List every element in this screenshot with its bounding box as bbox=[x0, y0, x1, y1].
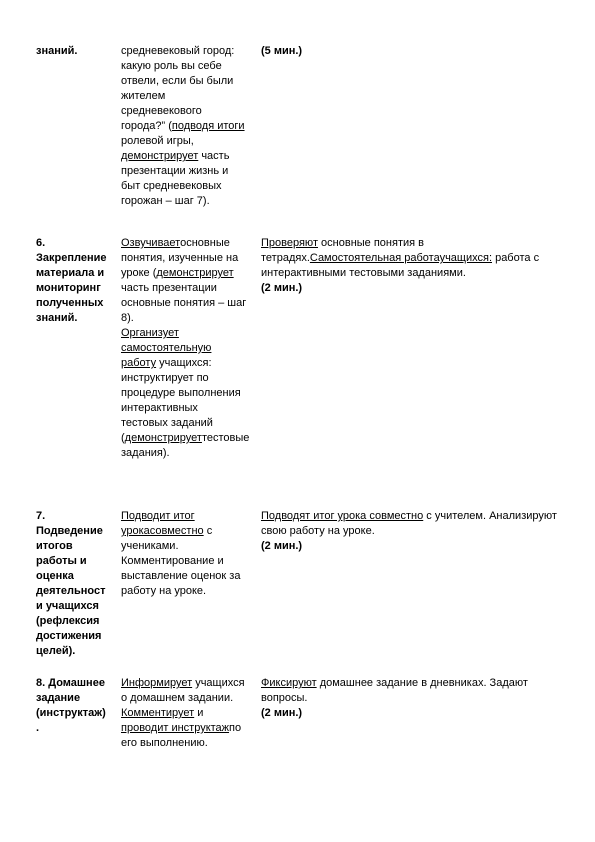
stage-line: оценка bbox=[36, 570, 74, 582]
stage-line: итогов bbox=[36, 540, 73, 552]
stage-line: и учащихся bbox=[36, 600, 99, 612]
teacher-cell-3 bbox=[121, 509, 247, 599]
student-text bbox=[261, 509, 561, 539]
stage-cell-1 bbox=[36, 44, 112, 59]
text-segment: с учителем. Анализируют свою работу на уроке. bbox=[261, 510, 557, 537]
teacher-cell-2 bbox=[121, 236, 250, 461]
student-cell-4 bbox=[261, 676, 561, 721]
stage-line: полученных bbox=[36, 297, 104, 309]
teacher-text bbox=[121, 44, 247, 209]
time-label: (2 мин.) bbox=[261, 282, 303, 294]
text-segment-underlined: демонстрирует bbox=[124, 432, 202, 444]
stage-line: задание bbox=[36, 692, 81, 704]
stage-line: работы и bbox=[36, 555, 87, 567]
stage-line: 6. bbox=[36, 237, 46, 249]
text-segment-underlined: проводит инструктаж bbox=[121, 722, 230, 734]
teacher-text bbox=[121, 676, 247, 751]
text-segment: домашнее задание в дневниках. Задают вопросы. bbox=[261, 677, 528, 704]
text-segment-underlined: Самостоятельная работаучащихся: bbox=[309, 252, 493, 264]
text-segment: ролевой игры, bbox=[121, 135, 194, 147]
stage-cell-4 bbox=[36, 676, 112, 736]
text-segment: работа с интерактивными тестовыми заданиями. bbox=[261, 252, 540, 279]
time-label: (5 мин.) bbox=[261, 45, 303, 57]
stage-line: целей). bbox=[36, 645, 76, 657]
text-segment: часть презентации жизнь и быт средневековых горожан – шаг 7). bbox=[121, 150, 230, 207]
student-cell-3 bbox=[261, 509, 561, 554]
text-segment: учащихся о домашнем задании. bbox=[121, 677, 245, 704]
teacher-text bbox=[121, 236, 247, 326]
text-segment-underlined: Озвучивает bbox=[121, 237, 181, 249]
text-segment: тестовые задания). bbox=[121, 432, 250, 459]
text-segment-underlined: демонстрирует bbox=[156, 267, 234, 279]
text-segment-underlined: Организует самостоятельную работу bbox=[121, 327, 212, 369]
stage-line: 8. Домашнее bbox=[36, 677, 105, 689]
stage-line: (инструктаж) bbox=[36, 707, 106, 719]
teacher-cell-4 bbox=[121, 676, 247, 751]
text-segment: часть презентации основные понятия – шаг 8). bbox=[121, 282, 247, 324]
stage-cell-2 bbox=[36, 236, 112, 326]
stage-line: (рефлексия bbox=[36, 615, 100, 627]
time-label: (2 мин.) bbox=[261, 707, 303, 719]
student-cell-2 bbox=[261, 236, 561, 296]
stage-line: материала и bbox=[36, 267, 105, 279]
teacher-cell-1 bbox=[121, 44, 247, 209]
stage-line: . bbox=[36, 722, 40, 734]
text-segment: средневековый город: какую роль вы себе отвели, если бы были жителем средневекового города?” ( bbox=[121, 45, 235, 132]
text-segment: и bbox=[194, 707, 204, 719]
text-segment-underlined: Комментирует bbox=[121, 707, 195, 719]
stage-line: 7. bbox=[36, 510, 46, 522]
text-segment: основные понятия, изученные на уроке ( bbox=[121, 237, 239, 279]
text-segment-underlined: Фиксируют bbox=[261, 677, 317, 689]
text-segment-underlined: Подводит итог урокасовместно bbox=[121, 510, 204, 537]
student-text bbox=[261, 236, 561, 281]
text-segment-underlined: Информирует bbox=[121, 677, 193, 689]
teacher-text bbox=[121, 509, 247, 599]
text-segment: основные понятия в тетрадях. bbox=[261, 237, 424, 264]
stage-line: Закрепление bbox=[36, 252, 107, 264]
student-cell-1 bbox=[261, 44, 561, 59]
text-segment: учащихся: инструктирует по процедуре выполнения интерактивных тестовых заданий ( bbox=[121, 357, 241, 444]
teacher-text bbox=[121, 326, 250, 461]
stage-cell-3 bbox=[36, 509, 112, 659]
stage-line: Подведение bbox=[36, 525, 103, 537]
text-segment-underlined: демонстрирует bbox=[121, 150, 199, 162]
text-segment-underlined: подводя итоги bbox=[171, 120, 245, 132]
text-segment-underlined: Подводят итог урока совместно bbox=[261, 510, 424, 522]
text-segment-underlined: Проверяют bbox=[261, 237, 318, 249]
stage-line: знаний. bbox=[36, 312, 78, 324]
text-segment: с учениками. Комментирование и выставление оценок за работу на уроке. bbox=[121, 525, 241, 597]
stage-line: достижения bbox=[36, 630, 102, 642]
stage-line: знаний. bbox=[36, 45, 78, 57]
stage-line: мониторинг bbox=[36, 282, 101, 294]
text-segment: по его выполнению. bbox=[121, 722, 242, 749]
time-label: (2 мин.) bbox=[261, 540, 303, 552]
student-text bbox=[261, 676, 561, 706]
stage-line: деятельност bbox=[36, 585, 106, 597]
